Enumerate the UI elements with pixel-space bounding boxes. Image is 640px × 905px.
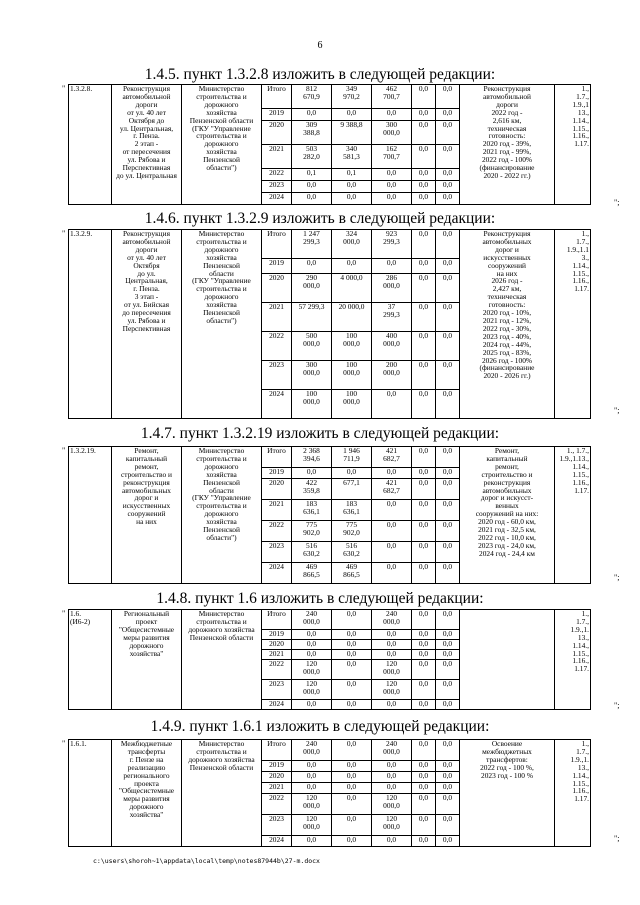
year-cell: 2022	[262, 521, 292, 542]
code-cell: 1.3.2.9.	[69, 230, 112, 419]
total-cell: 0,0	[292, 783, 332, 794]
other1-cell: 0,0	[412, 563, 436, 584]
budget-cell: 0,0	[332, 610, 372, 630]
budget-cell: 0,0	[332, 794, 372, 815]
other1-cell: 0,0	[412, 794, 436, 815]
year-cell: 2021	[262, 500, 292, 521]
federal-cell: 120 000,0	[372, 815, 412, 836]
total-cell: 0,0	[292, 109, 332, 121]
name-cell: Ремонт, капитальный ремонт, строительство и реконструкция автомобильных дорог и искусственных сооружений на них	[112, 447, 182, 584]
year-cell: 2022	[262, 332, 292, 361]
federal-cell: 421 682,7	[372, 479, 412, 500]
federal-cell: 0,0	[372, 563, 412, 584]
budget-cell: 0,0	[332, 109, 372, 121]
other1-cell: 0,0	[412, 500, 436, 521]
federal-cell: 0,0	[372, 169, 412, 181]
other1-cell: 0,0	[412, 650, 436, 660]
year-cell: 2023	[262, 181, 292, 193]
other1-cell: 0,0	[412, 772, 436, 783]
federal-cell: 0,0	[372, 259, 412, 274]
year-cell: 2023	[262, 815, 292, 836]
year-cell: 2022	[262, 794, 292, 815]
other1-cell: 0,0	[412, 700, 436, 710]
other1-cell: 0,0	[412, 121, 436, 145]
budget-cell: 677,1	[332, 479, 372, 500]
budget-cell: 20 000,0	[332, 303, 372, 332]
other2-cell: 0,0	[436, 447, 460, 468]
other1-cell: 0,0	[412, 660, 436, 680]
federal-cell: 0,0	[372, 390, 412, 419]
total-cell: 0,0	[292, 836, 332, 847]
table-row	[69, 85, 591, 109]
total-cell: 0,0	[292, 640, 332, 650]
links-cell: 1., 1.7., 1.9.,1.1 3., 1.14., 1.15., 1.16., 1.17.	[555, 230, 591, 419]
other2-cell: 0,0	[436, 259, 460, 274]
table-row	[69, 230, 591, 259]
section-heading: 1.4.6. пункт 1.3.2.9 изложить в следующей редакции:	[144, 210, 496, 227]
federal-cell: 240 000,0	[372, 610, 412, 630]
other2-cell: 0,0	[436, 660, 460, 680]
other2-cell: 0,0	[436, 145, 460, 169]
federal-cell: 0,0	[372, 772, 412, 783]
total-cell: 0,1	[292, 169, 332, 181]
other2-cell: 0,0	[436, 783, 460, 794]
total-cell: 290 000,0	[292, 274, 332, 303]
links-cell: 1., 1.7., 1.9.,1.13., 1.14., 1.15., 1.16., 1.17.	[555, 447, 591, 584]
budget-cell: 0,0	[332, 740, 372, 761]
budget-cell: 0,0	[332, 193, 372, 205]
other2-cell: 0,0	[436, 468, 460, 479]
other1-cell: 0,0	[412, 521, 436, 542]
other2-cell: 0,0	[436, 181, 460, 193]
other2-cell: 0,0	[436, 794, 460, 815]
federal-cell: 0,0	[372, 193, 412, 205]
executor-cell: Министерство строительства и дорожного хозяйства Пензенской области (ГКУ "Управление строительства и дорожного хозяйства Пензенской области")	[182, 447, 262, 584]
federal-cell: 0,0	[372, 500, 412, 521]
total-cell: 500 000,0	[292, 332, 332, 361]
year-cell: 2020	[262, 640, 292, 650]
budget-cell: 100 000,0	[332, 390, 372, 419]
other1-cell: 0,0	[412, 390, 436, 419]
total-cell: 516 630,2	[292, 542, 332, 563]
executor-cell: Министерство строительства и дорожного хозяйства Пензенской области	[182, 610, 262, 710]
year-cell: 2022	[262, 169, 292, 181]
federal-cell: 0,0	[372, 640, 412, 650]
other2-cell: 0,0	[436, 630, 460, 640]
close-quote: ";	[614, 701, 620, 710]
budget-cell: 183 636,1	[332, 500, 372, 521]
executor-cell: Министерство строительства и дорожного хозяйства Пензенской области (ГКУ "Управление строительства и дорожного хозяйства Пензенской области")	[182, 85, 262, 205]
year-cell: 2024	[262, 193, 292, 205]
other2-cell: 0,0	[436, 390, 460, 419]
other1-cell: 0,0	[412, 259, 436, 274]
result-cell: Ремонт, капитальный ремонт, строительство и реконструкция автомобильных дорог и искусст- венных сооружений на них: 2020 год - 60,0 км, 2021 год - 32,5 км, 2022 год - 10,0 км, 2023 год - 24,0 км, 2024 год - 24,4 км	[460, 447, 555, 584]
year-cell: Итого	[262, 230, 292, 259]
result-cell	[460, 610, 555, 710]
other1-cell: 0,0	[412, 303, 436, 332]
year-cell: 2024	[262, 836, 292, 847]
links-cell: 1., 1.7., 1.9.,1 13., 1.14., 1.15., 1.16., 1.17.	[555, 85, 591, 205]
other1-cell: 0,0	[412, 542, 436, 563]
year-cell: 2019	[262, 468, 292, 479]
total-cell: 183 636,1	[292, 500, 332, 521]
budget-cell: 0,0	[332, 680, 372, 700]
other1-cell: 0,0	[412, 145, 436, 169]
total-cell: 812 670,9	[292, 85, 332, 109]
year-cell: 2024	[262, 563, 292, 584]
other2-cell: 0,0	[436, 109, 460, 121]
other1-cell: 0,0	[412, 740, 436, 761]
federal-cell: 0,0	[372, 836, 412, 847]
total-cell: 300 000,0	[292, 361, 332, 390]
federal-cell: 400 000,0	[372, 332, 412, 361]
year-cell: Итого	[262, 447, 292, 468]
year-cell: 2021	[262, 303, 292, 332]
total-cell: 0,0	[292, 761, 332, 772]
executor-cell: Министерство строительства и дорожного хозяйства Пензенской области	[182, 740, 262, 847]
other1-cell: 0,0	[412, 468, 436, 479]
federal-cell: 0,0	[372, 521, 412, 542]
budget-cell: 0,0	[332, 700, 372, 710]
executor-cell: Министерство строительства и дорожного хозяйства Пензенской области (ГКУ "Управление строительства и дорожного хозяйства Пензенской области")	[182, 230, 262, 419]
budget-cell: 0,0	[332, 630, 372, 640]
year-cell: 2020	[262, 772, 292, 783]
other2-cell: 0,0	[436, 169, 460, 181]
total-cell: 775 902,0	[292, 521, 332, 542]
total-cell: 120 000,0	[292, 680, 332, 700]
other2-cell: 0,0	[436, 836, 460, 847]
total-cell: 0,0	[292, 700, 332, 710]
other2-cell: 0,0	[436, 563, 460, 584]
name-cell: Реконструкция автомобильной дороги от ул. 40 лет Октября до ул. Центральная, г. Пенза. 2 этап - от пересечения ул. Рябова и Перспективная до ул. Центральная	[112, 85, 182, 205]
total-cell: 120 000,0	[292, 660, 332, 680]
other2-cell: 0,0	[436, 121, 460, 145]
budget-cell: 0,0	[332, 660, 372, 680]
federal-cell: 162 700,7	[372, 145, 412, 169]
other1-cell: 0,0	[412, 85, 436, 109]
result-cell: Реконструкция автомобильных дорог и искусственных сооружений на них 2026 год - 2,427 км, техническая готовность: 2020 год - 10%, 2021 год - 12%, 2022 год - 30%, 2023 год - 40%, 2024 год - 44%, 2025 год - 83%, 2026 год - 100% (финансирование 2020 - 2026 гг.)	[460, 230, 555, 419]
year-cell: 2023	[262, 361, 292, 390]
section-heading: 1.4.7. пункт 1.3.2.19 изложить в следующей редакции:	[140, 425, 500, 442]
budget-cell: 100 000,0	[332, 332, 372, 361]
other1-cell: 0,0	[412, 680, 436, 700]
table-row	[69, 740, 591, 761]
federal-cell: 200 000,0	[372, 361, 412, 390]
total-cell: 309 388,8	[292, 121, 332, 145]
other1-cell: 0,0	[412, 274, 436, 303]
section-heading: 1.4.8. пункт 1.6 изложить в следующей редакции:	[156, 590, 484, 607]
code-cell: 1.3.2.8.	[69, 85, 112, 205]
year-cell: 2021	[262, 650, 292, 660]
budget-cell: 0,0	[332, 259, 372, 274]
total-cell: 0,0	[292, 259, 332, 274]
budget-cell: 1 946 711,9	[332, 447, 372, 468]
open-quote: "	[62, 739, 66, 748]
program-table	[68, 84, 591, 205]
total-cell: 0,0	[292, 468, 332, 479]
federal-cell: 462 700,7	[372, 85, 412, 109]
other2-cell: 0,0	[436, 610, 460, 630]
other2-cell: 0,0	[436, 193, 460, 205]
total-cell: 0,0	[292, 772, 332, 783]
budget-cell: 0,0	[332, 640, 372, 650]
total-cell: 57 299,3	[292, 303, 332, 332]
other1-cell: 0,0	[412, 836, 436, 847]
year-cell: 2019	[262, 259, 292, 274]
other2-cell: 0,0	[436, 521, 460, 542]
open-quote: "	[62, 609, 66, 618]
total-cell: 0,0	[292, 181, 332, 193]
close-quote: ";	[614, 406, 620, 415]
year-cell: 2020	[262, 121, 292, 145]
other2-cell: 0,0	[436, 815, 460, 836]
other1-cell: 0,0	[412, 761, 436, 772]
other2-cell: 0,0	[436, 761, 460, 772]
budget-cell: 9 388,8	[332, 121, 372, 145]
other2-cell: 0,0	[436, 479, 460, 500]
year-cell: 2020	[262, 274, 292, 303]
federal-cell: 120 000,0	[372, 660, 412, 680]
name-cell: Реконструкция автомобильной дороги от ул. 40 лет Октября до ул. Центральная, г. Пенза. 3 этап - от ул. Бийская до пересечения ул. Рябова и Перспективная	[112, 230, 182, 419]
program-table	[68, 609, 591, 710]
other2-cell: 0,0	[436, 700, 460, 710]
result-cell: Реконструкция автомобильной дороги 2022 год - 2,616 км, техническая готовность: 2020 год - 39%, 2021 год - 99%, 2022 год - 100% (финансирование 2020 - 2022 гг.)	[460, 85, 555, 205]
result-cell: Освоение межбюджетных трансфертов: 2022 год - 100 %, 2023 год - 100 %	[460, 740, 555, 847]
total-cell: 469 866,5	[292, 563, 332, 584]
program-table	[68, 739, 591, 847]
open-quote: "	[62, 229, 66, 238]
total-cell: 0,0	[292, 650, 332, 660]
budget-cell: 0,0	[332, 815, 372, 836]
year-cell: Итого	[262, 85, 292, 109]
year-cell: 2024	[262, 390, 292, 419]
budget-cell: 0,0	[332, 783, 372, 794]
total-cell: 503 282,0	[292, 145, 332, 169]
budget-cell: 0,0	[332, 761, 372, 772]
federal-cell: 0,0	[372, 468, 412, 479]
budget-cell: 516 630,2	[332, 542, 372, 563]
other1-cell: 0,0	[412, 109, 436, 121]
other2-cell: 0,0	[436, 303, 460, 332]
year-cell: Итого	[262, 610, 292, 630]
budget-cell: 0,0	[332, 836, 372, 847]
open-quote: "	[62, 446, 66, 455]
close-quote: ";	[614, 198, 620, 207]
other2-cell: 0,0	[436, 85, 460, 109]
budget-cell: 0,0	[332, 650, 372, 660]
year-cell: 2022	[262, 660, 292, 680]
federal-cell: 120 000,0	[372, 680, 412, 700]
year-cell: 2020	[262, 479, 292, 500]
code-cell: 1.6.1.	[69, 740, 112, 847]
other2-cell: 0,0	[436, 650, 460, 660]
name-cell: Региональный проект "Общесистемные меры развития дорожного хозяйства"	[112, 610, 182, 710]
other1-cell: 0,0	[412, 783, 436, 794]
other2-cell: 0,0	[436, 500, 460, 521]
total-cell: 1 247 299,3	[292, 230, 332, 259]
budget-cell: 0,0	[332, 772, 372, 783]
year-cell: 2023	[262, 680, 292, 700]
federal-cell: 0,0	[372, 109, 412, 121]
total-cell: 0,0	[292, 193, 332, 205]
federal-cell: 0,0	[372, 630, 412, 640]
program-table	[68, 229, 591, 419]
other1-cell: 0,0	[412, 169, 436, 181]
total-cell: 240 000,0	[292, 740, 332, 761]
year-cell: 2019	[262, 109, 292, 121]
other1-cell: 0,0	[412, 630, 436, 640]
total-cell: 0,0	[292, 630, 332, 640]
total-cell: 2 368 394,6	[292, 447, 332, 468]
other2-cell: 0,0	[436, 332, 460, 361]
other1-cell: 0,0	[412, 815, 436, 836]
table-row	[69, 447, 591, 468]
budget-cell: 324 000,0	[332, 230, 372, 259]
other1-cell: 0,0	[412, 447, 436, 468]
budget-cell: 775 902,0	[332, 521, 372, 542]
budget-cell: 100 000,0	[332, 361, 372, 390]
year-cell: Итого	[262, 740, 292, 761]
federal-cell: 0,0	[372, 700, 412, 710]
section-heading: 1.4.5. пункт 1.3.2.8 изложить в следующей редакции:	[144, 66, 496, 83]
other1-cell: 0,0	[412, 640, 436, 650]
federal-cell: 120 000,0	[372, 794, 412, 815]
other1-cell: 0,0	[412, 230, 436, 259]
code-cell: 1.6. (И6-2)	[69, 610, 112, 710]
open-quote: "	[62, 84, 66, 93]
links-cell: 1., 1.7., 1.9.,1. 13., 1.14., 1.15., 1.16., 1.17.	[555, 740, 591, 847]
federal-cell: 240 000,0	[372, 740, 412, 761]
name-cell: Межбюджетные трансферты г. Пензе на реализацию регионального проекта "Общесистемные меры развития дорожного хозяйства"	[112, 740, 182, 847]
other2-cell: 0,0	[436, 542, 460, 563]
year-cell: 2023	[262, 542, 292, 563]
budget-cell: 340 581,3	[332, 145, 372, 169]
total-cell: 120 000,0	[292, 794, 332, 815]
federal-cell: 286 000,0	[372, 274, 412, 303]
year-cell: 2019	[262, 630, 292, 640]
budget-cell: 0,0	[332, 181, 372, 193]
budget-cell: 349 970,2	[332, 85, 372, 109]
year-cell: 2024	[262, 700, 292, 710]
budget-cell: 469 866,5	[332, 563, 372, 584]
other2-cell: 0,0	[436, 680, 460, 700]
total-cell: 240 000,0	[292, 610, 332, 630]
page-number: 6	[317, 40, 323, 51]
federal-cell: 37 299,3	[372, 303, 412, 332]
other1-cell: 0,0	[412, 361, 436, 390]
year-cell: 2021	[262, 145, 292, 169]
section-heading: 1.4.9. пункт 1.6.1 изложить в следующей редакции:	[150, 718, 490, 735]
other2-cell: 0,0	[436, 230, 460, 259]
program-table	[68, 446, 591, 584]
budget-cell: 0,0	[332, 468, 372, 479]
other2-cell: 0,0	[436, 772, 460, 783]
federal-cell: 0,0	[372, 542, 412, 563]
other1-cell: 0,0	[412, 332, 436, 361]
links-cell: 1., 1.7., 1.9.,1. 13., 1.14., 1.15., 1.16., 1.17.	[555, 610, 591, 710]
table-row	[69, 610, 591, 630]
other2-cell: 0,0	[436, 740, 460, 761]
close-quote: ";	[614, 834, 620, 843]
close-quote: ";	[614, 573, 620, 582]
year-cell: 2021	[262, 783, 292, 794]
file-path-footer: c:\users\shoroh~1\appdata\local\temp\notes87944b\27-m.docx	[93, 857, 320, 865]
total-cell: 100 000,0	[292, 390, 332, 419]
federal-cell: 421 682,7	[372, 447, 412, 468]
budget-cell: 4 000,0	[332, 274, 372, 303]
other1-cell: 0,0	[412, 181, 436, 193]
other2-cell: 0,0	[436, 361, 460, 390]
other1-cell: 0,0	[412, 610, 436, 630]
other2-cell: 0,0	[436, 640, 460, 650]
federal-cell: 923 299,3	[372, 230, 412, 259]
federal-cell: 0,0	[372, 783, 412, 794]
federal-cell: 0,0	[372, 181, 412, 193]
federal-cell: 0,0	[372, 761, 412, 772]
year-cell: 2019	[262, 761, 292, 772]
total-cell: 422 359,8	[292, 479, 332, 500]
other2-cell: 0,0	[436, 274, 460, 303]
other1-cell: 0,0	[412, 479, 436, 500]
other1-cell: 0,0	[412, 193, 436, 205]
federal-cell: 0,0	[372, 650, 412, 660]
federal-cell: 300 000,0	[372, 121, 412, 145]
budget-cell: 0,1	[332, 169, 372, 181]
total-cell: 120 000,0	[292, 815, 332, 836]
code-cell: 1.3.2.19.	[69, 447, 112, 584]
